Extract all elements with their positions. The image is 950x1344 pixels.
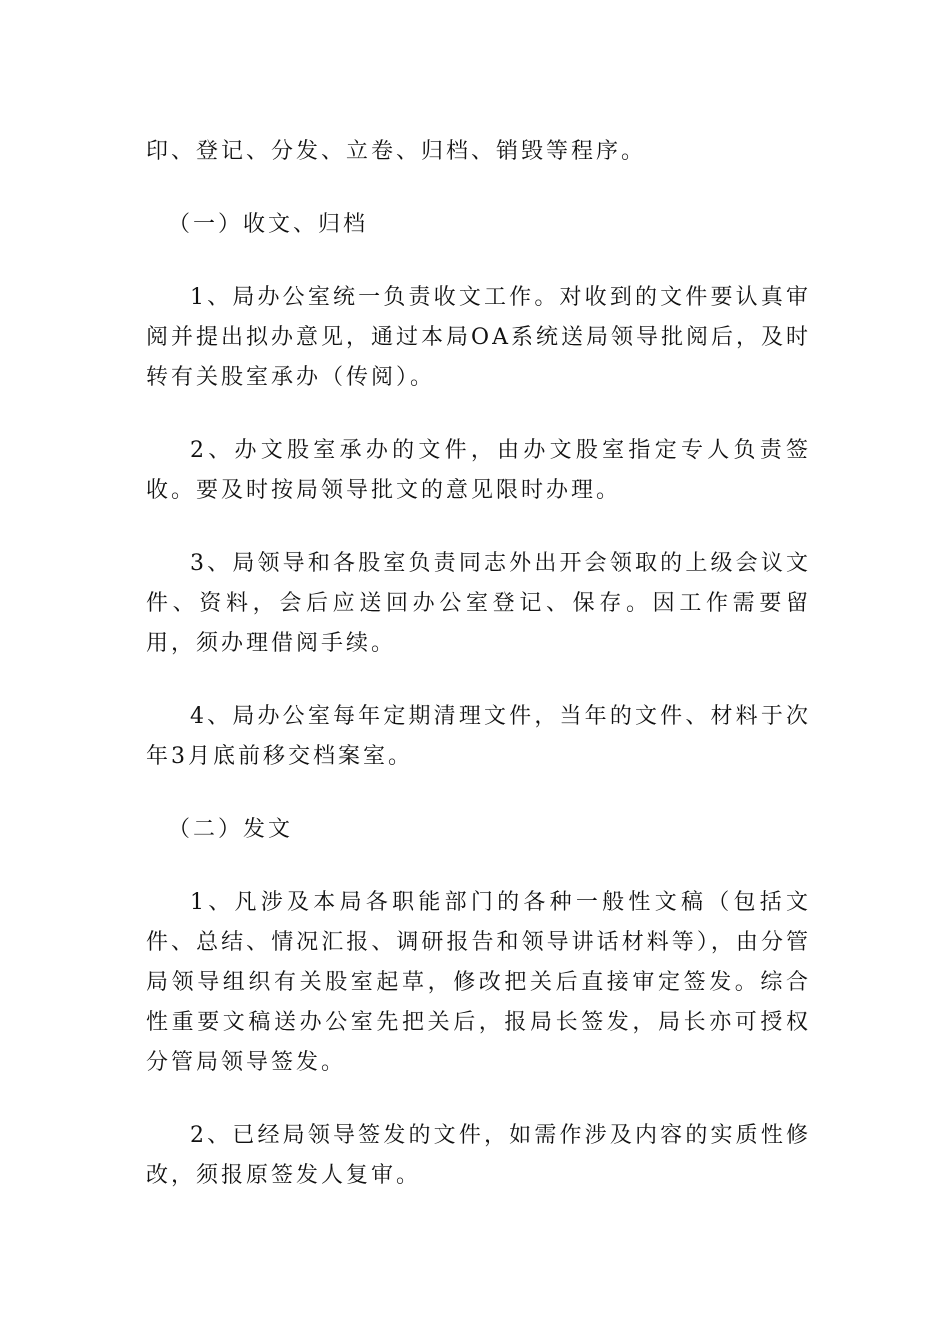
paragraph-continued: 印、登记、分发、立卷、归档、销毁等程序。 [146, 139, 647, 164]
paragraph-receiving-3: 3、局领导和各股室负责同志外出开会领取的上级会议文件、资料，会后应送回办公室登记、保存。因工作需要留用，须办理借阅手续。 [146, 551, 811, 656]
paragraph-receiving-2: 2、办文股室承办的文件，由办文股室指定专人负责签收。要及时按局领导批文的意见限时办理。 [146, 438, 811, 503]
document-body [146, 132, 811, 1229]
section-heading-receiving: （一）收文、归档 [168, 212, 369, 237]
paragraph-dispatch-2: 2、已经局领导签发的文件，如需作涉及内容的实质性修改，须报原签发人复审。 [146, 1123, 811, 1188]
paragraph-receiving-4: 4、局办公室每年定期清理文件，当年的文件、材料于次年3月底前移交档案室。 [146, 704, 811, 769]
paragraph-receiving-1: 1、局办公室统一负责收文工作。对收到的文件要认真审阅并提出拟办意见，通过本局OA系统送局领导批阅后，及时转有关股室承办（传阅）。 [146, 285, 811, 390]
paragraph-dispatch-1: 1、凡涉及本局各职能部门的各种一般性文稿（包括文件、总结、情况汇报、调研报告和领导讲话材料等），由分管局领导组织有关股室起草，修改把关后直接审定签发。综合性重要文稿送办公室先把关后，报局长签发，局长亦可授权分管局领导签发。 [146, 890, 811, 1075]
section-heading-dispatch: （二）发文 [168, 817, 294, 842]
